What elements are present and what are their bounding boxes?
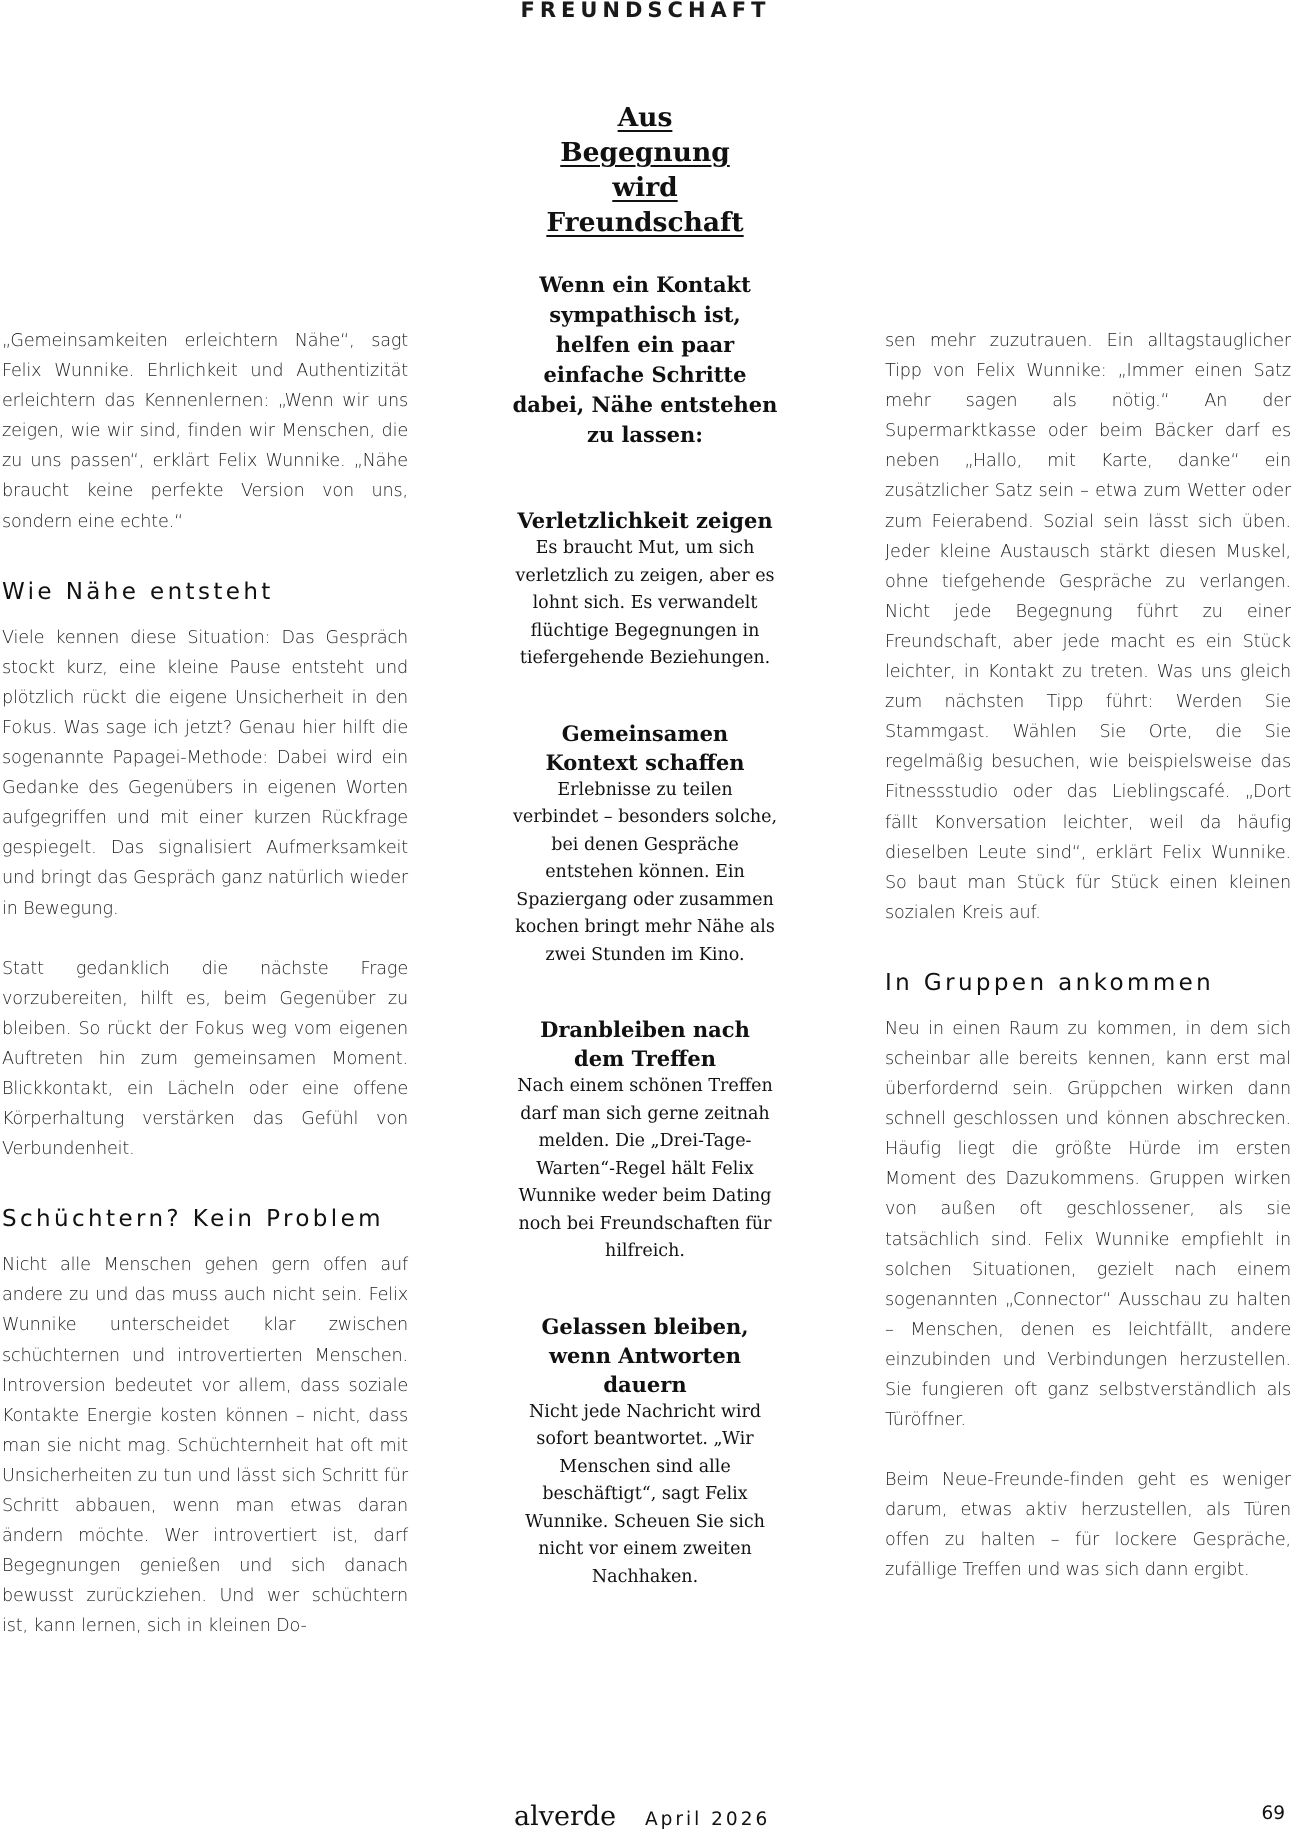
- left-paragraph-2: Viele kennen diese Situation: Das Gespräch stockt kurz, eine kleine Pause entsteht und plötzlich rückt die eigene Unsicherheit in den Fokus. Was sage ich jetzt? Genau hier hilft die sogenannte Papagei-Methode: Dabei wird ein Gedanke des Gegenübers in eigenen Worten aufgegriffen und mit einer kurzen Rückfrage gespiegelt. Das signalisiert Aufmerksamkeit und bringt das Gespräch ganz natürlich wieder in Bewegung.: [2, 627, 408, 919]
- brand-logo: alverde: [514, 1801, 617, 1832]
- tip-text: Nicht jede Nachricht wird sofort beantwortet. „Wir Menschen sind alle beschäftigt“, sagt Felix Wunnike. Scheuen Sie sich nicht vor einem zweiten Nachhaken.: [525, 1401, 765, 1587]
- left-paragraph-4: Nicht alle Menschen gehen gern offen auf andere zu und das muss auch nicht sein. Felix Wunnike unterscheidet klar zwischen schüchternen und introvertierten Menschen. Introversion bedeutet vor allem, dass soziale Kontakte Energie kosten können – nicht, dass man sie nicht mag. Schüchternheit hat oft mit Unsicherheiten zu tun und lässt sich Schritt für Schritt abbauen, wenn man etwas daran ändern möchte. Wer introvertiert ist, darf Begegnungen genießen und sich danach bewusst zurückziehen. Und wer schüchtern ist, kann lernen, sich in kleinen Do-: [2, 1255, 408, 1637]
- left-paragraph-3: Statt gedanklich die nächste Frage vorzubereiten, hilft es, beim Gegenüber zu bleiben. So rückt der Fokus weg vom eigenen Auftreten hin zum gemeinsamen Moment. Blickkontakt, ein Lächeln oder eine offene Körperhaltung verstärken das Gefühl von Verbundenheit.: [2, 958, 408, 1160]
- issue-date: April 2026: [645, 1809, 771, 1830]
- tip-title: Dranbleiben nach dem Treffen: [540, 1017, 750, 1071]
- tips-title: Aus Begegnung wird Freundschaft: [546, 102, 744, 238]
- tip-text: Erlebnisse zu teilen verbindet – besonders solche, bei denen Gespräche entstehen können. Ein Spaziergang oder zusammen kochen bringt mehr Nähe als zwei Stunden im Kino.: [512, 779, 778, 965]
- right-column: [885, 326, 1291, 1586]
- left-paragraph-1: „Gemeinsamkeiten erleichtern Nähe“, sagt Felix Wunnike. Ehrlichkeit und Authentizität erleichtern das Kennenlernen: „Wenn wir uns zeigen, wie wir sind, finden wir Menschen, die zu uns passen“, erklärt Felix Wunnike. „Nähe braucht keine perfekte Version von uns, sondern eine echte.“: [2, 331, 408, 532]
- tips-box: [512, 100, 778, 1591]
- heading-schuechtern: Schüchtern? Kein Problem: [2, 1206, 384, 1233]
- tip-title: Verletzlichkeit zeigen: [517, 508, 773, 533]
- section-header: FREUNDSCHAFT: [520, 0, 771, 22]
- left-column: [2, 326, 408, 1641]
- right-paragraph-2: Neu in einen Raum zu kommen, in dem sich scheinbar alle bereits kennen, kann erst mal überfordernd sein. Grüppchen wirken dann schnell geschlossen und können abschrecken. Häufig liegt die größte Hürde im ersten Moment des Dazukommens. Gruppen wirken von außen oft geschlossener, als sie tatsächlich sind. Felix Wunnike empfiehlt in solchen Situationen, gezielt nach einem sogenannten „Connector“ Ausschau zu halten – Menschen, denen es leichtfällt, andere einzubinden und Verbindungen herzustellen. Sie fungieren oft ganz selbstverständlich als Türöffner.: [885, 1018, 1291, 1431]
- tip-text: Es braucht Mut, um sich verletzlich zu zeigen, aber es lohnt sich. Es verwandelt flüchtige Begegnungen in tiefergehende Beziehungen.: [515, 538, 775, 668]
- tip-title: Gelassen bleiben, wenn Antworten dauern: [541, 1313, 749, 1397]
- tip-title: Gemeinsamen Kontext schaffen: [545, 720, 745, 775]
- right-paragraph-3: Beim Neue-Freunde-finden geht es weniger darum, etwas aktiv herzustellen, als Türen offen zu halten – für lockere Gespräche, zufällige Treffen und was sich dann ergibt.: [885, 1470, 1291, 1581]
- heading-wie-naehe-entsteht: Wie Nähe entsteht: [2, 578, 274, 605]
- page-number: 69: [1261, 1803, 1285, 1824]
- heading-in-gruppen-ankommen: In Gruppen ankommen: [885, 969, 1215, 996]
- right-paragraph-1: sen mehr zuzutrauen. Ein alltagstauglicher Tipp von Felix Wunnike: „Immer einen Satz mehr sagen als nötig.“ An der Supermarktkasse oder beim Bäcker darf es neben „Hallo, mit Karte, danke“ ein zusätzlicher Satz sein – etwa zum Wetter oder zum Feierabend. Sozial sein lässt sich üben. Jeder kleine Austausch stärkt diesen Muskel, ohne tiefgehende Gespräche zu verlangen. Nicht jede Begegnung führt zu einer Freundschaft, aber jede macht es ein Stück leichter, in Kontakt zu treten. Was uns gleich zum nächsten Tipp führt: Werden Sie Stammgast. Wählen Sie Orte, die Sie regelmäßig besuchen, wie beispielsweise das Fitnessstudio oder das Lieblingscafé. „Dort fällt Konversation leichter, weil da häufig dieselben Leute sind“, erklärt Felix Wunnike. So baut man Stück für Stück einen kleinen sozialen Kreis auf.: [885, 331, 1291, 923]
- tips-intro: Wenn ein Kontakt sympathisch ist, helfen ein paar einfache Schritte dabei, Nähe entstehen zu lassen:: [512, 272, 778, 447]
- tip-text: Nach einem schönen Treffen darf man sich gerne zeitnah melden. Die „Drei-Tage-Warten“-Regel hält Felix Wunnike weder beim Dating noch bei Freundschaften für hilfreich.: [517, 1076, 773, 1261]
